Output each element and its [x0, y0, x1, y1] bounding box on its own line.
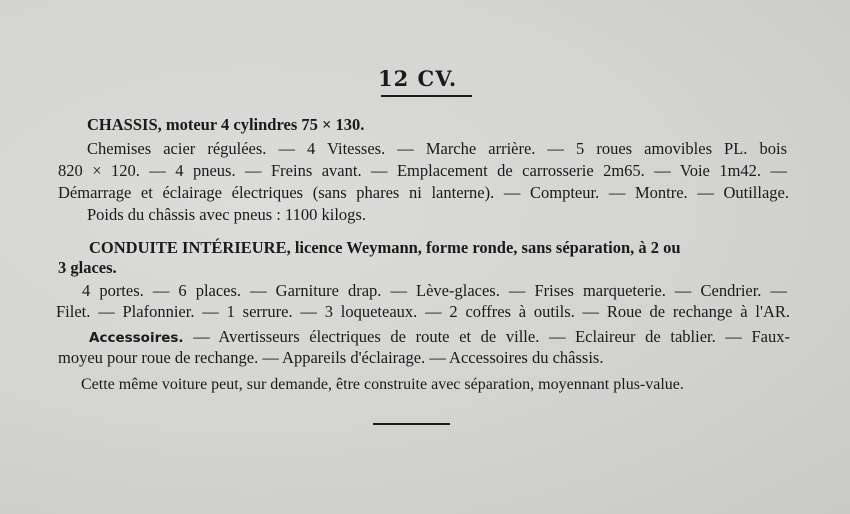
accessoires-line-2: moyeu pour roue de rechange. — Appareils d'éclairage. — Accessoires du châssis. [58, 348, 604, 367]
chassis-line-2: 820 × 120. — 4 pneus. — Freins avant. — Emplacement de carrosserie 2m65. — Voie 1m42. — [58, 161, 787, 180]
accessoires-label: Accessoires. [89, 330, 184, 346]
conduite-heading-line-2: 3 glaces. [58, 258, 117, 277]
closing-rule [373, 423, 450, 425]
conduite-heading-line-1: CONDUITE INTÉRIEURE, licence Weymann, forme ronde, sans séparation, à 2 ou [89, 238, 681, 257]
chassis-heading: CHASSIS, moteur 4 cylindres 75 × 130. [87, 115, 365, 134]
chassis-weight: Poids du châssis avec pneus : 1100 kilogs. [87, 205, 366, 224]
closing-note: Cette même voiture peut, sur demande, être construite avec séparation, moyennant plus-value. [81, 376, 684, 393]
accessoires-line-1-text: — Avertisseurs électriques de route et de ville. — Eclaireur de tablier. — Faux- [183, 327, 790, 346]
title-underline [381, 95, 472, 97]
accessoires-line-1 [89, 327, 790, 347]
page-title: 12 CV. [378, 66, 458, 91]
conduite-line-2: Filet. — Plafonnier. — 1 serrure. — 3 loqueteaux. — 2 coffres à outils. — Roue de rechange à l'AR. [56, 302, 790, 321]
chassis-line-1: Chemises acier régulées. — 4 Vitesses. — Marche arrière. — 5 roues amovibles PL. bois [87, 139, 787, 158]
chassis-line-3: Démarrage et éclairage électriques (sans phares ni lanterne). — Compteur. — Montre. — Outillage. [58, 183, 789, 202]
conduite-line-1: 4 portes. — 6 places. — Garniture drap. — Lève-glaces. — Frises marqueterie. — Cendrier. — [82, 281, 787, 300]
